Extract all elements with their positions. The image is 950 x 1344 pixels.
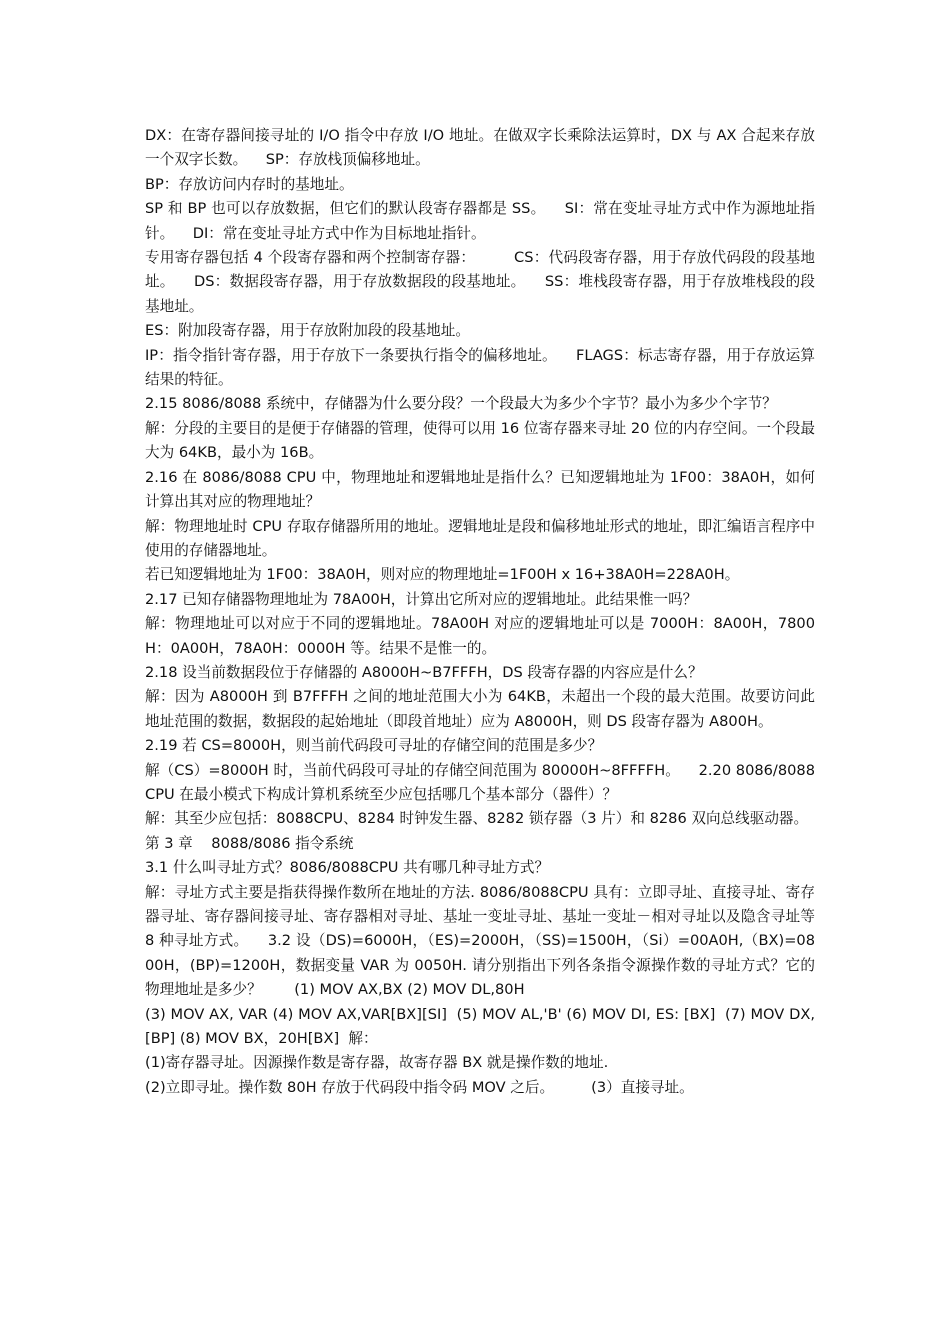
chapter-3-heading: 第 3 章 8088/8086 指令系统 (145, 834, 354, 852)
question-2-17: 2.17 已知存储器物理地址为 78A00H，计算出它所对应的逻辑地址。此结果惟一吗？ (145, 590, 698, 608)
question-3-1: 3.1 什么叫寻址方式？8086/8088CPU 共有哪几种寻址方式？ (145, 859, 550, 877)
answer-3-2-item-1: (1)寄存器寻址。因源操作数是寄存器，故寄存器 BX 就是操作数的地址. (145, 1054, 609, 1072)
paragraph-es-register: ES：附加段寄存器，用于存放附加段的段基地址。 (145, 322, 470, 340)
answer-2-16-calculation: 若已知逻辑地址为 1F00：38A0H，则对应的物理地址=1F00H x 16+38A0H=228A0H。 (145, 566, 740, 584)
paragraph-sp-bp-si-di: SP 和 BP 也可以存放数据，但它们的默认段寄存器都是 SS。 SI：常在变址寻址方式中作为源地址指针。 DI：常在变址寻址方式中作为目标地址指针。 (145, 200, 815, 242)
question-2-19: 2.19 若 CS=8000H，则当前代码段可寻址的存储空间的范围是多少？ (145, 737, 603, 755)
answer-2-19-question-2-20: 解（CS）=8000H 时，当前代码段可寻址的存储空间范围为 80000H~8FFFFH。 2.20 8086/8088 CPU 在最小模式下构成计算机系统至少应包括哪几个基本部分（器件）？ (145, 761, 820, 803)
answer-2-20: 解：其至少应包括：8088CPU、8284 时钟发生器、8282 锁存器（3 片）和 8286 双向总线驱动器。 (145, 810, 809, 828)
answer-3-1-question-3-2: 解：寻址方式主要是指获得操作数所在地址的方法. 8086/8088CPU 具有：立即寻址、直接寻址、寄存器寻址、寄存器间接寻址、寄存器相对寻址、基址一变址寻址、基址一变址－相对寻址以及隐含寻址等 8 种寻址方式。 3.2 设（DS)=6000H，（ES)=2000H，（SS)=1500H，（Si）=00A0H,（BX)=0800H，(BP)=1200H，数据变量 VAR 为 0050H. 请分别指出下列各条指令源操作数的寻址方式？它的物理地址是多少？ (1) MOV AX,BX (2) MOV DL,80H (145, 883, 820, 999)
paragraph-dx-register: DX：在寄存器间接寻址的 I/O 指令中存放 I/O 地址。在做双字长乘除法运算时，DX 与 AX 合起来存放一个双字长数。 SP：存放栈顶偏移地址。 (145, 127, 815, 169)
paragraph-ip-flags: IP：指令指针寄存器，用于存放下一条要执行指令的偏移地址。 FLAGS：标志寄存器，用于存放运算结果的特征。 (145, 346, 815, 389)
answer-2-16: 解：物理地址时 CPU 存取存储器所用的地址。逻辑地址是段和偏移地址形式的地址，即汇编语言程序中使用的存储器地址。 (145, 517, 815, 559)
paragraph-bp-register: BP：存放访问内存时的基地址。 (145, 175, 354, 193)
question-2-18: 2.18 设当前数据段位于存储器的 A8000H~B7FFFH，DS 段寄存器的内容应是什么？ (145, 663, 703, 681)
answer-2-18: 解：因为 A8000H 到 B7FFFH 之间的地址范围大小为 64KB，未超出一个段的最大范围。故要访问此地址范围的数据，数据段的起始地址（即段首地址）应为 A8000H，则 DS 段寄存器为 A800H。 (145, 688, 815, 730)
answer-2-17: 解：物理地址可以对应于不同的逻辑地址。78A00H 对应的逻辑地址可以是 7000H：8A00H，7800H：0A00H，78A0H：0000H 等。结果不是惟一的。 (145, 615, 815, 657)
question-3-2-instructions: (3) MOV AX, VAR (4) MOV AX,VAR[BX][SI] (5) MOV AL,'B' (6) MOV DI, ES: [BX] (7) MOV DX,[BP] (8) MOV BX，20H[BX] 解： (145, 1005, 815, 1048)
answer-2-15: 解：分段的主要目的是便于存储器的管理，使得可以用 16 位寄存器来寻址 20 位的内存空间。一个段最大为 64KB，最小为 16B。 (145, 419, 815, 462)
paragraph-special-registers: 专用寄存器包括 4 个段寄存器和两个控制寄存器： CS：代码段寄存器，用于存放代码段的段基地址。 DS：数据段寄存器，用于存放数据段的段基地址。 SS：堆栈段寄存器，用于存放堆栈段的段基地址。 (145, 249, 815, 315)
question-2-16: 2.16 在 8086/8088 CPU 中，物理地址和逻辑地址是指什么？已知逻辑地址为 1F00：38A0H，如何计算出其对应的物理地址？ (145, 468, 815, 511)
question-2-15: 2.15 8086/8088 系统中，存储器为什么要分段？一个段最大为多少个字节？最小为多少个字节？ (145, 395, 777, 413)
document-body (145, 124, 820, 1100)
answer-3-2-item-2-3: (2)立即寻址。操作数 80H 存放于代码段中指令码 MOV 之后。 (3）直接寻址。 (145, 1078, 694, 1096)
